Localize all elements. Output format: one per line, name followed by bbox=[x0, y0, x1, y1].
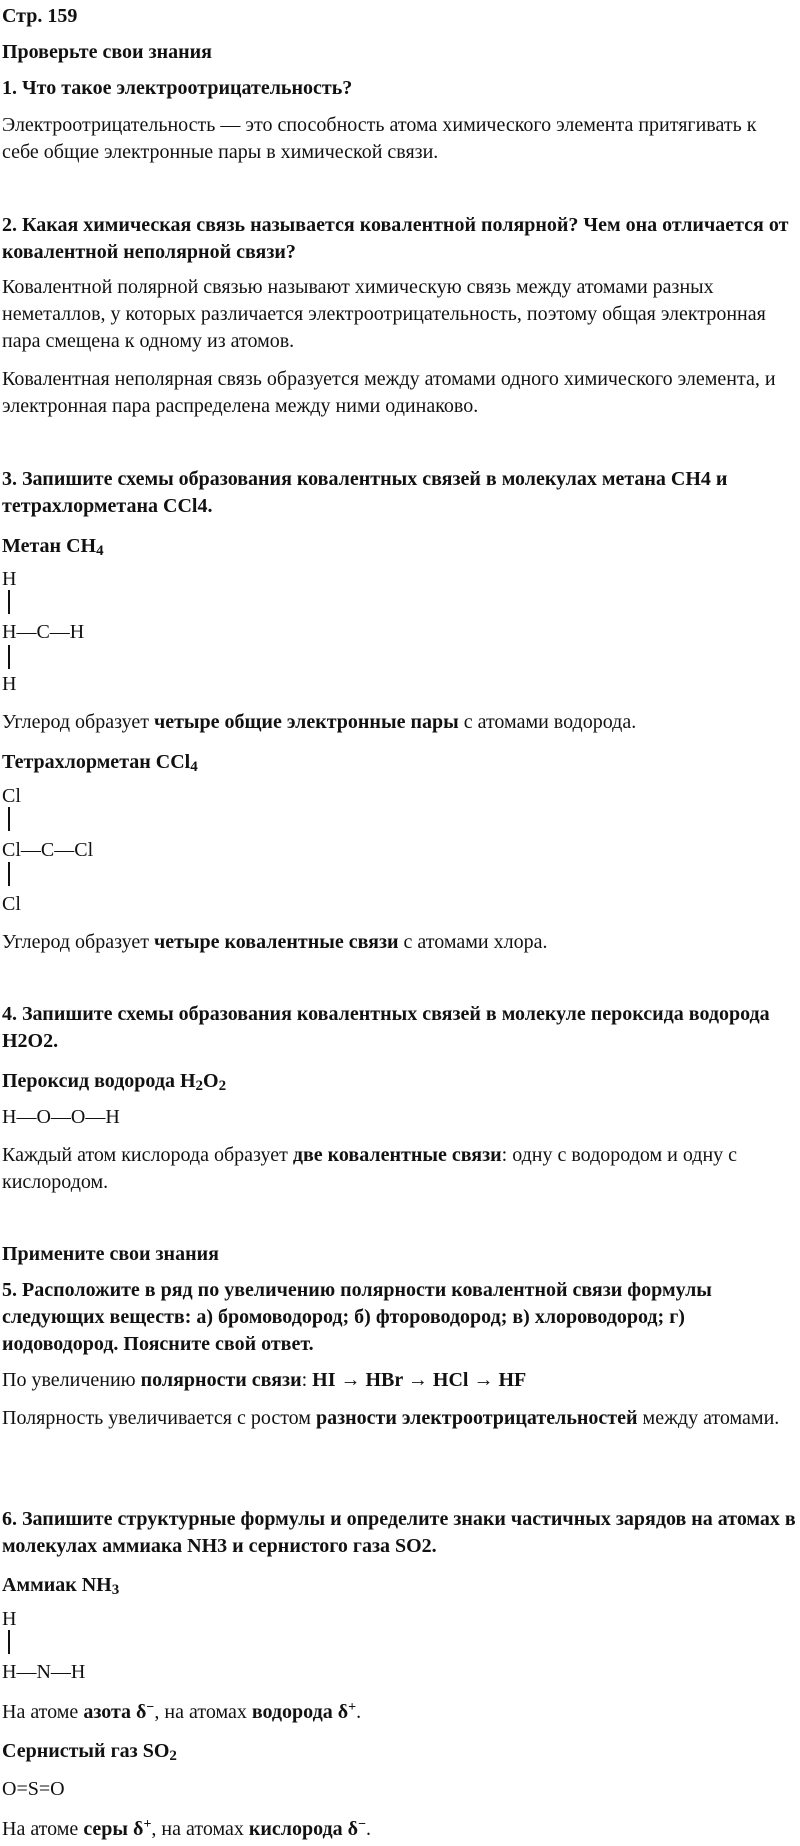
text-segment: 4 bbox=[96, 543, 104, 559]
text-segment: Аммиак NH bbox=[2, 1574, 112, 1596]
question-6: 6. Запишите структурные формулы и определите знаки частичных зарядов на атомах в молекулах аммиака NH3 и сернистого газа SO2. bbox=[2, 1508, 796, 1557]
text-segment: 4 bbox=[190, 759, 198, 775]
text-segment: На атоме bbox=[2, 1818, 84, 1840]
peroxide-note bbox=[2, 1142, 798, 1196]
answer-5-order bbox=[2, 1367, 798, 1394]
text-segment: Пероксид водорода H bbox=[2, 1070, 196, 1092]
bold-text-segment: разности электроотрицательностей bbox=[315, 1407, 638, 1429]
so2-formula: O=S=O bbox=[2, 1778, 65, 1800]
text-segment: , на атомах bbox=[151, 1818, 249, 1840]
bold-text-segment: четыре ковалентные связи bbox=[153, 931, 399, 953]
methane-bottom-atom: H bbox=[2, 673, 17, 695]
methane-title bbox=[2, 533, 798, 560]
so2-title bbox=[2, 1738, 798, 1765]
methane-top-atom: H bbox=[2, 568, 17, 590]
bond-vertical bbox=[8, 645, 10, 669]
text-segment: 3 bbox=[111, 1582, 120, 1598]
ccl4-top-atom: Cl bbox=[2, 785, 21, 807]
question-5: 5. Расположите в ряд по увеличению полярности ковалентной связи формулы следующих веществ: а) бромоводород; б) фтороводород; в) хлороводород; г) иодоводород. Поясните свой ответ. bbox=[2, 1279, 712, 1355]
answer-2-nonpolar: Ковалентная неполярная связь образуется между атомами одного химического элемента, и электронная пара распределена между ними одинаково. bbox=[2, 368, 776, 417]
answer-1: Электроотрицательность — это способность атома химического элемента притягивать к себе общие электронные пары в химической связи. bbox=[2, 114, 757, 163]
text-segment: На атоме bbox=[2, 1701, 84, 1723]
bold-text-segment: HI → HBr → HCl → HF bbox=[312, 1369, 527, 1391]
text-segment: Каждый атом кислорода образует bbox=[2, 1144, 293, 1166]
bold-text-segment: + bbox=[348, 1700, 357, 1715]
text-segment: 2 bbox=[169, 1748, 177, 1764]
page-label: Стр. 159 bbox=[2, 5, 78, 27]
text-segment: между атомами. bbox=[637, 1407, 780, 1429]
ammonia-middle-row: H—N—H bbox=[2, 1661, 86, 1683]
methane-middle-row: H—C—H bbox=[2, 621, 85, 643]
bond-vertical bbox=[8, 1630, 10, 1654]
bold-text-segment: две ковалентные связи bbox=[292, 1144, 502, 1166]
text-segment: с атомами водорода. bbox=[458, 711, 637, 733]
ammonia-note bbox=[2, 1699, 798, 1726]
text-segment: O bbox=[203, 1070, 219, 1092]
question-1: 1. Что такое электроотрицательность? bbox=[2, 77, 353, 99]
text-segment: 2 bbox=[218, 1078, 227, 1094]
answer-5-explanation bbox=[2, 1405, 798, 1432]
methane-note bbox=[2, 709, 798, 736]
text-segment: Метан CH bbox=[2, 535, 97, 557]
bold-text-segment: + bbox=[143, 1817, 152, 1832]
bond-vertical bbox=[8, 807, 10, 831]
ccl4-bottom-atom: Cl bbox=[2, 893, 21, 915]
text-segment: , на атомах bbox=[154, 1701, 252, 1723]
ammonia-title bbox=[2, 1572, 798, 1599]
text-segment: : одну с водородом и одну с кислородом. bbox=[2, 1144, 738, 1193]
bold-text-segment: азота δ bbox=[83, 1701, 147, 1723]
peroxide-title bbox=[2, 1068, 798, 1095]
text-segment: Углерод образует bbox=[2, 711, 154, 733]
bond-vertical bbox=[8, 862, 10, 886]
bold-text-segment: водорода δ bbox=[251, 1701, 349, 1723]
ccl4-note bbox=[2, 929, 798, 956]
section-title-apply-knowledge: Примените свои знания bbox=[2, 1243, 219, 1265]
so2-note bbox=[2, 1816, 798, 1843]
question-4: 4. Запишите схемы образования ковалентных связей в молекуле пероксида водорода H2O2. bbox=[2, 1003, 770, 1052]
bond-vertical bbox=[8, 590, 10, 614]
bold-text-segment: серы δ bbox=[83, 1818, 144, 1840]
ccl4-title bbox=[2, 749, 798, 776]
answer-2-polar: Ковалентной полярной связью называют химическую связь между атомами разных неметаллов, у которых различается электроотрицательность, поэтому общая электронная пара смещена к одному из атомов. bbox=[2, 276, 766, 352]
bold-text-segment: четыре общие электронные пары bbox=[153, 711, 459, 733]
bold-text-segment: кислорода δ bbox=[248, 1818, 359, 1840]
section-title-check-knowledge: Проверьте свои знания bbox=[2, 41, 212, 63]
text-segment: Сернистый газ SO bbox=[2, 1740, 170, 1762]
bold-text-segment: − bbox=[358, 1817, 367, 1832]
bold-text-segment: − bbox=[146, 1700, 155, 1715]
text-segment: . bbox=[356, 1701, 362, 1723]
ccl4-middle-row: Cl—C—Cl bbox=[2, 839, 94, 861]
peroxide-formula: H—O—O—H bbox=[2, 1106, 120, 1128]
text-segment: с атомами хлора. bbox=[398, 931, 548, 953]
text-segment: Полярность увеличивается с ростом bbox=[2, 1407, 316, 1429]
text-segment: Тетрахлорметан CCl bbox=[2, 751, 191, 773]
text-segment: Углерод образует bbox=[2, 931, 154, 953]
text-segment: : bbox=[301, 1369, 313, 1391]
text-segment: . bbox=[366, 1818, 372, 1840]
ammonia-top-atom: H bbox=[2, 1608, 17, 1630]
text-segment: По увеличению bbox=[2, 1369, 141, 1391]
question-2: 2. Какая химическая связь называется ковалентной полярной? Чем она отличается от ковалентной неполярной связи? bbox=[2, 214, 789, 263]
question-3: 3. Запишите схемы образования ковалентных связей в молекулах метана CH4 и тетрахлорметана CCl4. bbox=[2, 468, 728, 517]
bold-text-segment: полярности связи bbox=[140, 1369, 302, 1391]
text-segment: 2 bbox=[195, 1078, 204, 1094]
